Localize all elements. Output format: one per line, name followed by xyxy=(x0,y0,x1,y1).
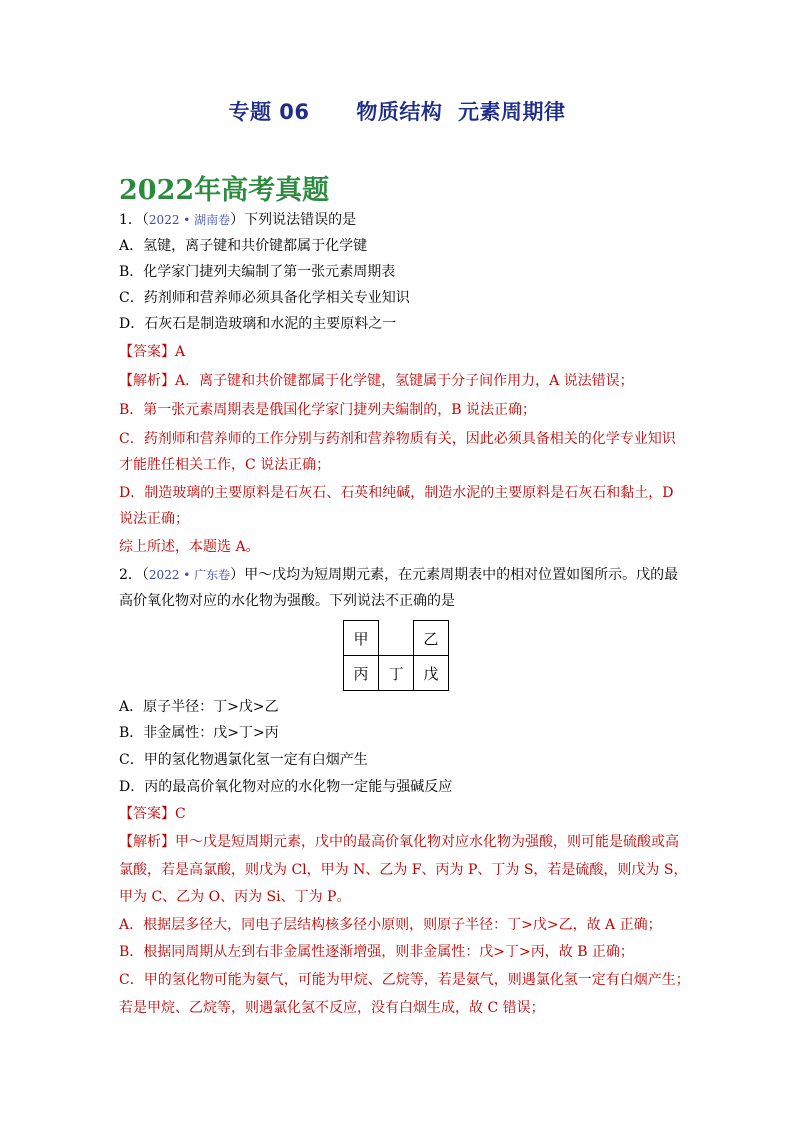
analysis-line: 说法正确； xyxy=(119,511,189,527)
analysis-line: B．第一张元素周期表是俄国化学家门捷列夫编制的，B 说法正确； xyxy=(119,402,537,418)
page-title: 专题 06 物质结构 元素周期律 xyxy=(228,100,566,124)
table-cell: 甲 xyxy=(344,621,379,656)
analysis-line: 【解析】A．离子键和共价键都属于化学键，氢键属于分子间作用力，A 说法错误； xyxy=(119,373,634,389)
analysis-line: 才能胜任相关工作，C 说法正确； xyxy=(119,457,331,473)
analysis-line: 氯酸，若是高氯酸，则戊为 Cl，甲为 N、乙为 F、丙为 P、丁为 S，若是硫酸，则戊为 S， xyxy=(119,862,688,878)
source-tag: 2022 • 广东卷 xyxy=(148,568,231,582)
analysis-line: 综上所述，本题选 A。 xyxy=(119,539,260,555)
answer: 【答案】A xyxy=(119,344,186,360)
table-row xyxy=(344,621,449,656)
option-a: A．氢键，离子键和共价键都属于化学键 xyxy=(119,238,368,254)
table-cell: 丙 xyxy=(344,656,379,691)
section-heading: 2022年高考真题 xyxy=(119,175,330,206)
option-c: C．甲的氢化物遇氯化氢一定有白烟产生 xyxy=(119,752,368,768)
question-2-stem xyxy=(119,565,678,585)
analysis-line: A．根据层多径大，同电子层结构核多径小原则，则原子半径：丁>戊>乙，故 A 正确； xyxy=(119,917,662,933)
analysis-line: 甲为 C、乙为 O、丙为 Si、丁为 P。 xyxy=(119,889,351,905)
source-tag: 2022 • 湖南卷 xyxy=(148,213,231,227)
option-a: A．原子半径：丁>戊>乙 xyxy=(119,699,279,715)
question-text: ）甲～戊均为短周期元素，在元素周期表中的相对位置如图所示。戊的最 xyxy=(230,567,679,583)
question-number: 1．（ xyxy=(119,212,149,228)
question-text: ）下列说法错误的是 xyxy=(230,212,357,228)
question-1-stem xyxy=(119,210,356,230)
table-cell-empty xyxy=(379,621,414,656)
periodic-position-table xyxy=(343,620,449,691)
table-cell: 乙 xyxy=(414,621,449,656)
answer: 【答案】C xyxy=(119,806,186,822)
option-c: C．药剂师和营养师必须具备化学相关专业知识 xyxy=(119,290,410,306)
question-2-stem-cont: 高价氧化物对应的水化物为强酸。下列说法不正确的是 xyxy=(119,593,455,609)
analysis-line: C．药剂师和营养师的工作分别与药剂和营养物质有关，因此必须具备相关的化学专业知识 xyxy=(119,431,676,447)
option-b: B．化学家门捷列夫编制了第一张元素周期表 xyxy=(119,264,396,280)
analysis-line: B．根据同周期从左到右非金属性逐渐增强，则非金属性：戊>丁>丙，故 B 正确； xyxy=(119,944,634,960)
table-cell: 丁 xyxy=(379,656,414,691)
table-row xyxy=(344,656,449,691)
question-number: 2．（ xyxy=(119,567,149,583)
option-d: D．丙的最高价氧化物对应的水化物一定能与强碱反应 xyxy=(119,779,453,795)
analysis-line: D．制造玻璃的主要原料是石灰石、石英和纯碱，制造水泥的主要原料是石灰石和黏土，D xyxy=(119,485,674,501)
option-b: B．非金属性：戊>丁>丙 xyxy=(119,725,279,741)
analysis-line: 【解析】甲～戊是短周期元素，戊中的最高价氧化物对应水化物为强酸，则可能是硫酸或高 xyxy=(119,834,679,850)
analysis-line: C．甲的氢化物可能为氨气，可能为甲烷、乙烷等，若是氨气，则遇氯化氢一定有白烟产生； xyxy=(119,972,690,988)
table-cell: 戊 xyxy=(414,656,449,691)
analysis-line: 若是甲烷、乙烷等，则遇氯化氢不反应，没有白烟生成，故 C 错误； xyxy=(119,1000,545,1016)
option-d: D．石灰石是制造玻璃和水泥的主要原料之一 xyxy=(119,316,397,332)
